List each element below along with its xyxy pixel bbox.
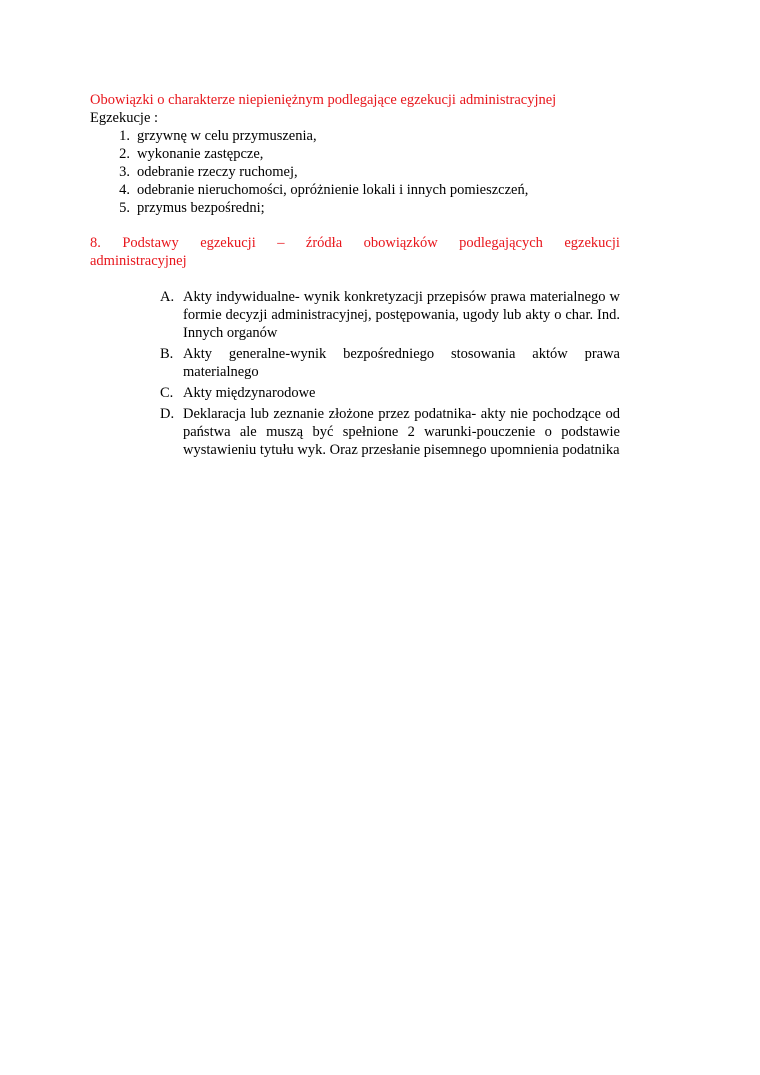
list-item: [90, 181, 670, 199]
list-item: [90, 145, 670, 163]
list-item-text: Akty generalne-wynik bezpośredniego stosowania aktów prawa materialnego: [183, 346, 620, 380]
heading-word: Podstawy: [122, 235, 179, 251]
lettered-list: [160, 288, 620, 459]
document-page: [90, 91, 670, 462]
list-number: 4.: [119, 182, 130, 198]
list-letter: D.: [160, 406, 175, 422]
list-letter: C.: [160, 385, 174, 401]
list-letter: B.: [160, 346, 174, 362]
list-number: 3.: [119, 164, 130, 180]
list-item: [160, 288, 620, 342]
list-number: 1.: [119, 128, 130, 144]
list-item-text: przymus bezpośredni;: [137, 200, 265, 216]
list-item: [160, 384, 620, 402]
list-item-text: odebranie rzeczy ruchomej,: [137, 164, 298, 180]
list-item-text: Deklaracja lub zeznanie złożone przez podatnika- akty nie pochodzące od państwa ale muszą być spełnione 2 warunki-pouczenie o podstawie wystawieniu tytułu wyk. Oraz przesłanie pisemnego upomnienia podatnika: [183, 406, 620, 458]
heading-word: źródła: [305, 235, 343, 251]
list-item-text: Akty indywidualne- wynik konkretyzacji przepisów prawa materialnego w formie decyzji administracyjnej, postępowania, ugody lub akty o char. Ind. Innych organów: [183, 289, 620, 341]
heading-line-2: administracyjnej: [90, 253, 187, 269]
heading-line: [90, 234, 620, 252]
section-heading: Obowiązki o charakterze niepieniężnym podlegające egzekucji administracyjnej: [90, 92, 557, 108]
heading-word: egzekucji: [200, 235, 256, 251]
heading-word: podlegających: [459, 235, 543, 251]
list-letter: A.: [160, 289, 175, 305]
section-8-heading: [90, 234, 620, 270]
list-item: [90, 199, 670, 217]
list-item: [160, 345, 620, 381]
list-item-text: odebranie nieruchomości, opróżnienie lokali i innych pomieszczeń,: [137, 182, 529, 198]
heading-word: obowiązków: [363, 235, 438, 251]
section-label: Egzekucje :: [90, 110, 159, 126]
list-number: 2.: [119, 146, 130, 162]
list-number: 5.: [119, 200, 130, 216]
numbered-list: [90, 127, 670, 217]
heading-word: egzekucji: [564, 235, 620, 251]
heading-word: 8.: [90, 235, 101, 251]
list-item-text: wykonanie zastępcze,: [137, 146, 264, 162]
list-item: [90, 127, 670, 145]
list-item: [160, 405, 620, 459]
heading-word: –: [277, 235, 285, 251]
list-item: [90, 163, 670, 181]
list-item-text: Akty międzynarodowe: [183, 385, 316, 401]
list-item-text: grzywnę w celu przymuszenia,: [137, 128, 317, 144]
